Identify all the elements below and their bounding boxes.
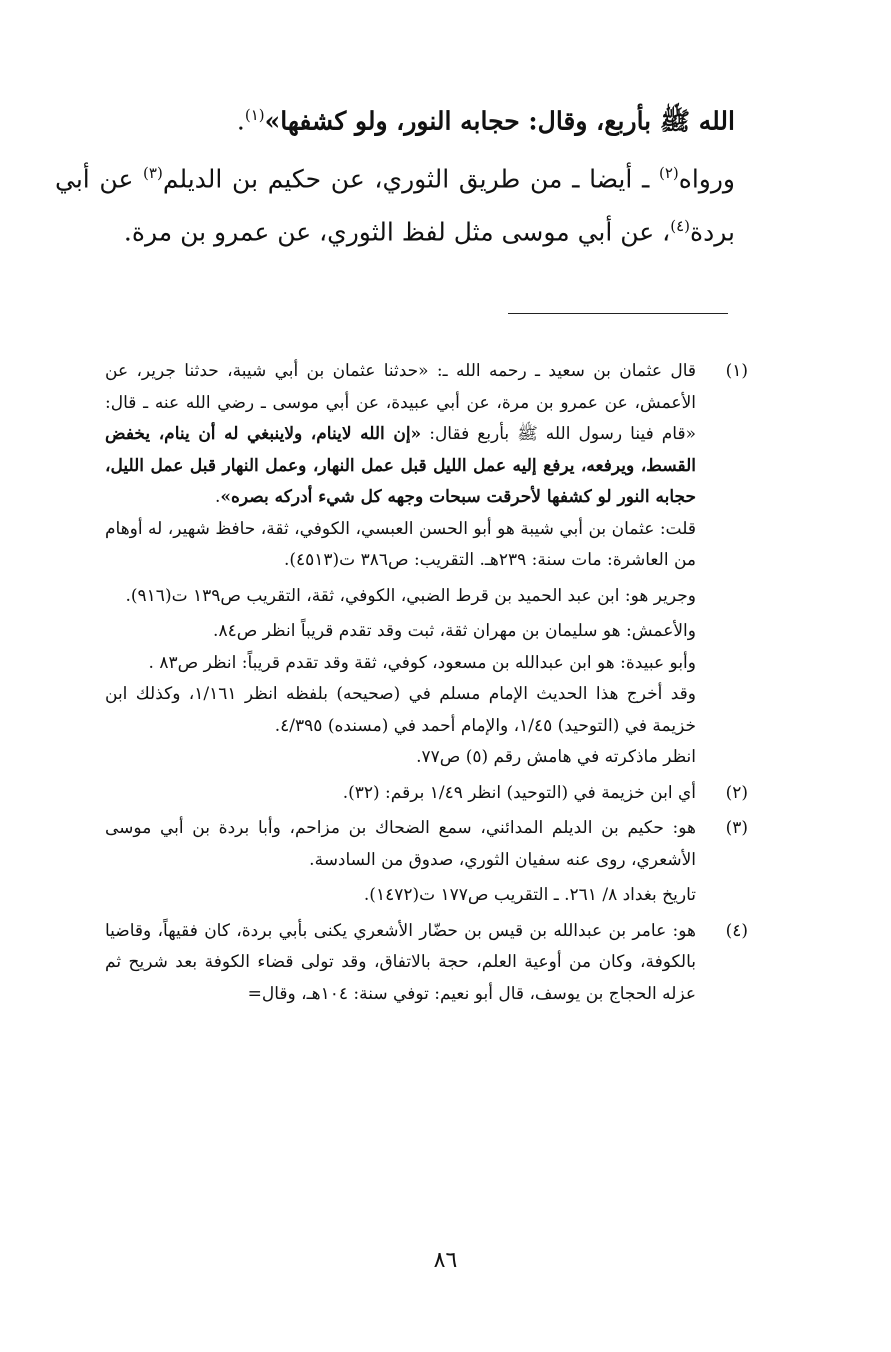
text-segment: عن أبي بردة	[55, 164, 735, 246]
hadith-text: الله ﷺ بأربع، وقال:	[519, 106, 735, 136]
footnote-paragraph: هو: عامر بن عبدالله بن قيس بن حضّار الأشعري يكنى بأبي بردة، كان فقيهاً، وقاضيا بالكوفة، وكان من أوعية العلم، حجة بالاتفاق، وقد تولى قضاء الكوفة بعد شريح ثم عزله الحجاج بن يوسف، قال أبو نعيم: توفي سنة: ١٠٤هـ، وقال=	[105, 920, 696, 1004]
text-segment: ، عن أبي موسى مثل لفظ الثوري، عن عمرو بن مرة.	[123, 216, 671, 246]
footnote-1	[50, 356, 750, 774]
footnote-number: (٢)	[725, 782, 748, 803]
footnote-number: (٤)	[725, 920, 748, 941]
footnote-ref-1[interactable]: (١)	[244, 106, 265, 124]
footnote-paragraph: أي ابن خزيمة في (التوحيد) انظر ١/٤٩ برقم: (٣٢).	[342, 782, 696, 803]
main-paragraph-2	[55, 150, 735, 255]
hadith-bold-text: «إن الله لاينام، ولاينبغي له أن ينام، يخفض القسط، ويرفعه، يرفع إليه عمل الليل قبل عمل النهار، وعمل النهار قبل عمل الليل، حجابه النور لو كشفها لأحرقت سبحات وجهه كل شيء أدركه بصره»	[105, 424, 696, 507]
footnote-paragraph: وقد أخرج هذا الحديث الإمام مسلم في (صحيحه) بلفظه انظر ١/١٦١، وكذلك ابن خزيمة في (التوحيد) ١/٤٥، والإمام أحمد في (مسنده) ٤/٣٩٥.	[105, 684, 696, 736]
footnote-paragraph: والأعمش: هو سليمان بن مهران ثقة، ثبت وقد تقدم قريباً انظر ص٨٤.	[213, 621, 696, 641]
footnote-body	[50, 813, 696, 912]
footnote-paragraph: تاريخ بغداد ٨/ ٢٦١. ـ التقريب ص١٧٧ ت(١٤٧٢).	[363, 885, 696, 905]
footnote-paragraph	[105, 356, 696, 514]
text-segment: ـ أيضا ـ من طريق الثوري، عن حكيم بن الديلم	[162, 164, 659, 194]
footnote-4	[50, 916, 750, 1011]
hadith-bold-text: حجابه النور، ولو كشفها»	[264, 106, 520, 136]
footnote-ref-3[interactable]: (٣)	[143, 164, 163, 183]
main-paragraph-1	[55, 92, 735, 144]
footnote-3	[50, 813, 750, 912]
footnote-paragraph: قلت: عثمان بن أبي شيبة هو أبو الحسن العبسي، الكوفي، ثقة، حافظ شهير، له أوهام من العاشرة: مات سنة: ٢٣٩هـ. التقريب: ص٣٨٦ ت(٤٥١٣).	[105, 518, 696, 570]
footnote-body	[50, 778, 696, 810]
footnotes	[50, 356, 750, 1014]
footnote-body	[50, 916, 696, 1011]
footnote-paragraph: وأبو عبيدة: هو ابن عبدالله بن مسعود، كوفي، ثقة وقد تقدم قريباً: انظر ص٨٣ .	[148, 652, 696, 673]
period: .	[214, 487, 221, 507]
text-segment: ورواه	[678, 164, 735, 194]
footnote-ref-4[interactable]: (٤)	[670, 216, 691, 235]
footnote-paragraph: هو: حكيم بن الديلم المدائني، سمع الضحاك بن مزاحم، وأبا بردة بن أبي موسى الأشعري، روى عنه سفيان الثوري، صدوق من السادسة.	[105, 818, 696, 870]
footnote-separator	[508, 313, 728, 314]
main-text	[55, 92, 735, 255]
period: .	[236, 106, 245, 136]
footnote-body	[50, 356, 696, 774]
footnote-text: قال عثمان بن سعيد ـ رحمه الله ـ: «حدثنا عثمان بن أبي شيبة، حدثنا جرير، عن الأعمش، عن عمرو بن مرة، عن أبي عبيدة، عن أبي موسى ـ رضي الله عنه ـ قال: «قام فينا رسول الله ﷺ بأربع فقال:	[105, 361, 697, 444]
footnote-number: (١)	[725, 361, 748, 381]
page-number: ٨٦	[433, 1248, 458, 1273]
footnote-paragraph: انظر ماذكرته في هامش رقم (٥) ص٧٧.	[416, 747, 696, 767]
footnote-ref-2[interactable]: (٢)	[658, 164, 679, 183]
footnote-2	[50, 778, 750, 810]
footnote-number: (٣)	[725, 818, 748, 838]
footnote-paragraph: وجرير هو: ابن عبد الحميد بن قرط الضبي، الكوفي، ثقة، التقريب ص١٣٩ ت(٩١٦).	[125, 585, 696, 606]
